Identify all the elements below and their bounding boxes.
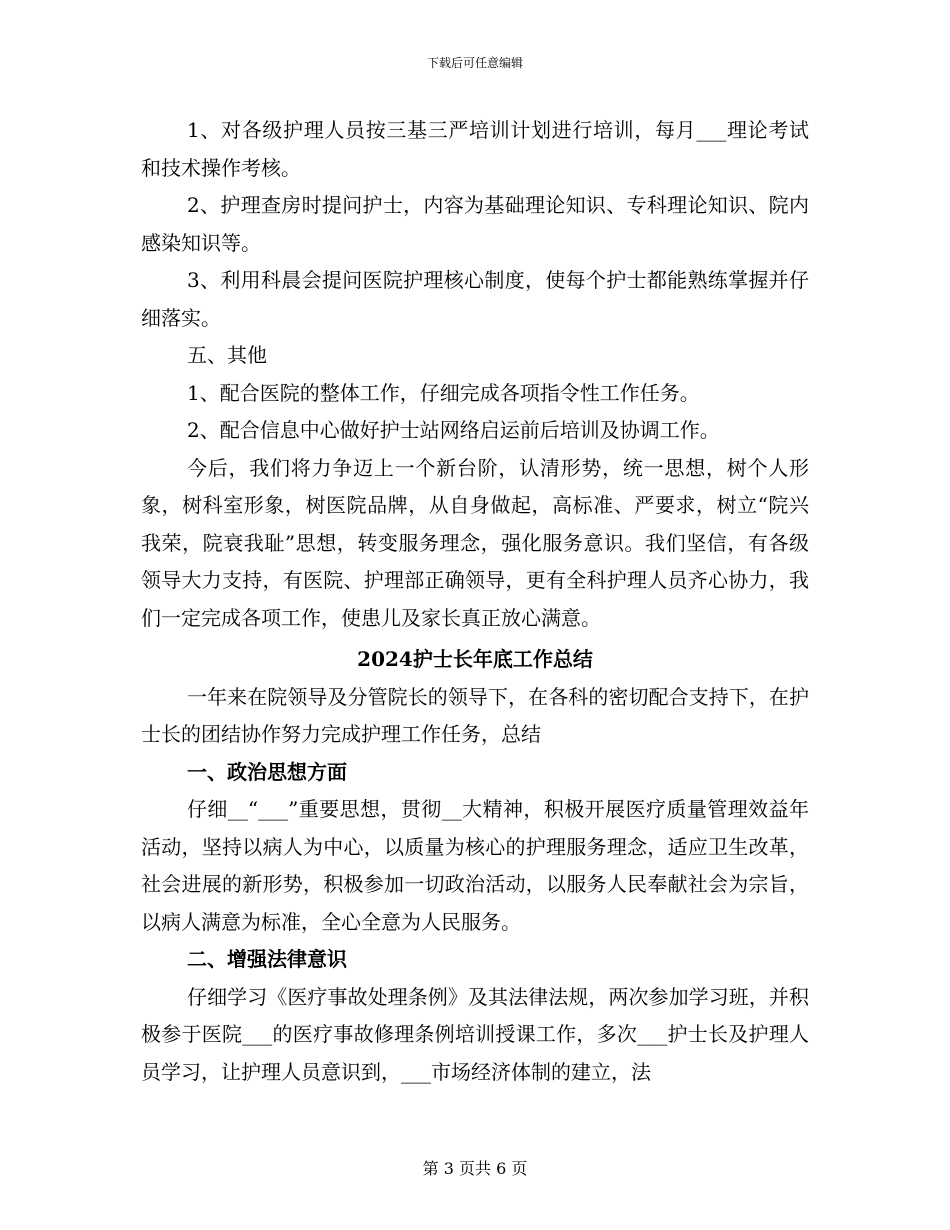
paragraph-political: 仔细__“___”重要思想，贯彻__大精神，积极开展医疗质量管理效益年活动，坚持以病人为中心，以质量为核心的护理服务理念，适应卫生改革，社会进展的新形势，积极参加一切政治活动，以服务人民奉献社会为宗旨，以病人满意为标准，全心全意为人民服务。 — [141, 797, 809, 934]
section-heading-legal: 二、增强法律意识 — [187, 947, 347, 971]
section-heading-political: 一、政治思想方面 — [187, 759, 347, 784]
page-header: 下载后可任意编辑 — [426, 56, 523, 70]
document-title: 2024护士长年底工作总结 — [357, 647, 593, 671]
paragraph-ward-round: 2、护理查房时提问护士，内容为基础理论知识、专科理论知识、院内感染知识等。 — [141, 193, 809, 255]
paragraph-info-center: 2、配合信息中心做好护士站网络启运前后培训及协调工作。 — [187, 418, 720, 442]
page-footer: 第 3 页共 6 页 — [422, 1159, 528, 1178]
paragraph-legal: 仔细学习《医疗事故处理条例》及其法律法规，两次参加学习班，并积极参于医院___的医疗事故修理条例培训授课工作，多次___护士长及护理人员学习，让护理人员意识到，___市场经济体制的建立，法 — [141, 984, 809, 1084]
paragraph-morning-meeting: 3、利用科晨会提问医院护理核心制度，使每个护士都能熟练掌握并仔细落实。 — [141, 268, 809, 330]
paragraph-intro: 一年来在院领导及分管院长的领导下，在各科的密切配合支持下，在护士长的团结协作努力完成护理工作任务，总结 — [141, 684, 809, 746]
paragraph-future: 今后，我们将力争迈上一个新台阶，认清形势，统一思想，树个人形象，树科室形象，树医院品牌，从自身做起，高标准、严要求，树立“院兴我荣，院衰我耻”思想，转变服务理念，强化服务意识。我们坚信，有各级领导大力支持，有医院、护理部正确领导，更有全科护理人员齐心协力，我们一定完成各项工作，使患儿及家长真正放心满意。 — [141, 455, 809, 630]
paragraph-cooperate-hospital: 1、配合医院的整体工作，仔细完成各项指令性工作任务。 — [187, 380, 700, 405]
document-body — [141, 112, 809, 1091]
section-heading-other: 五、其他 — [187, 343, 267, 367]
paragraph-training: 1、对各级护理人员按三基三严培训计划进行培训，每月___理论考试和技术操作考核。 — [141, 118, 809, 180]
